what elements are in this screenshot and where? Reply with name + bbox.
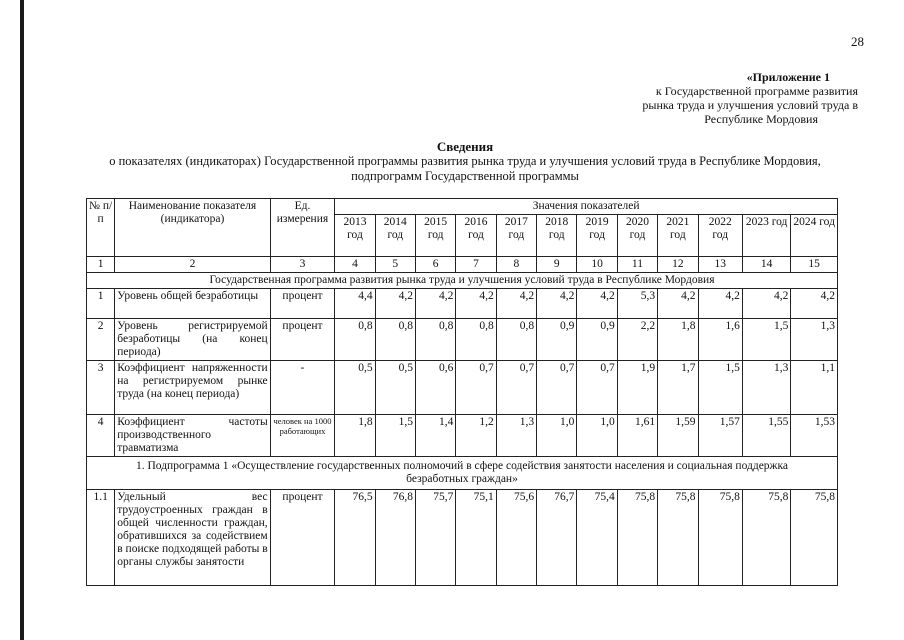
row-value: 0,9 bbox=[537, 319, 577, 361]
row-value: 0,8 bbox=[456, 319, 496, 361]
header-year: 2019 год bbox=[577, 215, 617, 257]
heading-subtitle: о показателях (индикаторах) Государственной программы развития рынка труда и улучшения условий труда в Республике Мордовия, bbox=[109, 154, 821, 168]
row-value: 4,2 bbox=[415, 289, 455, 319]
section-row-program bbox=[87, 273, 838, 289]
row-indicator-name: Коэффициент напряженности на регистрируемом рынке труда (на конец периода) bbox=[115, 361, 270, 415]
appendix-line: к Государственной программе развития bbox=[655, 84, 858, 98]
header-values: Значения показателей bbox=[335, 199, 838, 215]
row-unit: человек на 1000 работающих bbox=[270, 415, 335, 457]
header-year: 2021 год bbox=[658, 215, 698, 257]
row-value: 1,5 bbox=[375, 415, 415, 457]
section-row-subprogram bbox=[87, 457, 838, 490]
heading-subtitle: подпрограмм Государственной программы bbox=[351, 169, 579, 183]
table-row bbox=[87, 319, 838, 361]
row-value: 4,2 bbox=[742, 289, 790, 319]
row-value: 1,5 bbox=[698, 361, 742, 415]
column-index-cell: 9 bbox=[537, 257, 577, 273]
row-value: 1,3 bbox=[496, 415, 536, 457]
row-value: 1,3 bbox=[742, 361, 790, 415]
page-number: 28 bbox=[851, 34, 864, 49]
appendix-block bbox=[598, 70, 858, 126]
row-value: 1,2 bbox=[456, 415, 496, 457]
row-value: 4,2 bbox=[537, 289, 577, 319]
row-value: 1,8 bbox=[335, 415, 375, 457]
row-unit: процент bbox=[270, 490, 335, 586]
column-index-cell: 13 bbox=[698, 257, 742, 273]
row-value: 0,8 bbox=[496, 319, 536, 361]
row-value: 75,4 bbox=[577, 490, 617, 586]
heading-title: Сведения bbox=[436, 139, 494, 154]
column-index-row bbox=[87, 257, 838, 273]
column-index-cell: 14 bbox=[742, 257, 790, 273]
row-value: 1,4 bbox=[415, 415, 455, 457]
section-subprogram-title: 1. Подпрограмма 1 «Осуществление государственных полномочий в сфере содействия занятости населения и социальная поддержка безработных граждан» bbox=[87, 457, 838, 490]
header-year: 2014 год bbox=[375, 215, 415, 257]
row-value: 1,53 bbox=[791, 415, 838, 457]
column-index-cell: 15 bbox=[791, 257, 838, 273]
row-value: 75,1 bbox=[456, 490, 496, 586]
row-value: 2,2 bbox=[617, 319, 657, 361]
row-unit: процент bbox=[270, 289, 335, 319]
row-value: 1,5 bbox=[742, 319, 790, 361]
row-value: 4,2 bbox=[456, 289, 496, 319]
table-row bbox=[87, 289, 838, 319]
row-value: 1,59 bbox=[658, 415, 698, 457]
column-index-cell: 2 bbox=[115, 257, 270, 273]
scan-edge-bar bbox=[20, 0, 24, 640]
row-num: 2 bbox=[87, 319, 115, 361]
column-index-cell: 5 bbox=[375, 257, 415, 273]
row-num: 1 bbox=[87, 289, 115, 319]
row-value: 75,8 bbox=[742, 490, 790, 586]
header-year: 2013 год bbox=[335, 215, 375, 257]
column-index-cell: 7 bbox=[456, 257, 496, 273]
column-index-cell: 10 bbox=[577, 257, 617, 273]
row-value: 4,4 bbox=[335, 289, 375, 319]
row-indicator-name: Уровень общей безработицы bbox=[115, 289, 270, 319]
row-num: 1.1 bbox=[87, 490, 115, 586]
row-value: 5,3 bbox=[617, 289, 657, 319]
row-value: 1,1 bbox=[791, 361, 838, 415]
row-value: 75,8 bbox=[617, 490, 657, 586]
row-value: 1,55 bbox=[742, 415, 790, 457]
row-value: 4,2 bbox=[791, 289, 838, 319]
row-value: 1,8 bbox=[658, 319, 698, 361]
row-value: 75,8 bbox=[658, 490, 698, 586]
header-year: 2022 год bbox=[698, 215, 742, 257]
header-year: 2015 год bbox=[415, 215, 455, 257]
row-num: 3 bbox=[87, 361, 115, 415]
row-value: 75,6 bbox=[496, 490, 536, 586]
row-value: 0,9 bbox=[577, 319, 617, 361]
row-value: 4,2 bbox=[658, 289, 698, 319]
row-value: 1,3 bbox=[791, 319, 838, 361]
indicators-table bbox=[86, 198, 838, 586]
row-value: 76,5 bbox=[335, 490, 375, 586]
column-index-cell: 4 bbox=[335, 257, 375, 273]
row-value: 0,7 bbox=[537, 361, 577, 415]
table-body bbox=[87, 257, 838, 586]
header-year: 2016 год bbox=[456, 215, 496, 257]
header-year: 2017 год bbox=[496, 215, 536, 257]
row-value: 76,7 bbox=[537, 490, 577, 586]
column-index-cell: 1 bbox=[87, 257, 115, 273]
row-value: 75,7 bbox=[415, 490, 455, 586]
row-value: 0,7 bbox=[496, 361, 536, 415]
header-unit: Ед. измерения bbox=[270, 199, 335, 257]
header-year: 2020 год bbox=[617, 215, 657, 257]
column-index-cell: 11 bbox=[617, 257, 657, 273]
row-value: 0,6 bbox=[415, 361, 455, 415]
row-value: 0,7 bbox=[456, 361, 496, 415]
row-num: 4 bbox=[87, 415, 115, 457]
table-row bbox=[87, 361, 838, 415]
row-unit: процент bbox=[270, 319, 335, 361]
row-value: 75,8 bbox=[791, 490, 838, 586]
row-value: 1,6 bbox=[698, 319, 742, 361]
row-value: 0,8 bbox=[375, 319, 415, 361]
appendix-line: Республике Мордовия bbox=[704, 112, 818, 126]
appendix-line: рынка труда и улучшения условий труда в bbox=[642, 98, 858, 112]
row-value: 76,8 bbox=[375, 490, 415, 586]
row-indicator-name: Уровень регистрируемой безработицы (на конец периода) bbox=[115, 319, 270, 361]
section-program-title: Государственная программа развития рынка труда и улучшения условий труда в Республике Мордовия bbox=[87, 273, 838, 289]
row-indicator-name: Коэффициент частоты производственного травматизма bbox=[115, 415, 270, 457]
row-value: 4,2 bbox=[375, 289, 415, 319]
row-value: 1,57 bbox=[698, 415, 742, 457]
header-year: 2023 год bbox=[742, 215, 790, 257]
row-value: 1,9 bbox=[617, 361, 657, 415]
header-year: 2018 год bbox=[537, 215, 577, 257]
column-index-cell: 8 bbox=[496, 257, 536, 273]
row-value: 4,2 bbox=[496, 289, 536, 319]
header-num: № п/п bbox=[87, 199, 115, 257]
table-row bbox=[87, 490, 838, 586]
header-name: Наименование показателя (индикатора) bbox=[115, 199, 270, 257]
row-value: 4,2 bbox=[698, 289, 742, 319]
table-row bbox=[87, 415, 838, 457]
row-value: 1,7 bbox=[658, 361, 698, 415]
row-unit: - bbox=[270, 361, 335, 415]
column-index-cell: 6 bbox=[415, 257, 455, 273]
row-indicator-name: Удельный вес трудоустроенных граждан в общей численности граждан, обратившихся за содействием в поиске подходящей работы в органы службы занятости bbox=[115, 490, 270, 586]
row-value: 0,8 bbox=[335, 319, 375, 361]
document-heading bbox=[80, 139, 850, 184]
row-value: 1,0 bbox=[537, 415, 577, 457]
row-value: 0,5 bbox=[335, 361, 375, 415]
column-index-cell: 3 bbox=[270, 257, 335, 273]
column-index-cell: 12 bbox=[658, 257, 698, 273]
row-value: 0,7 bbox=[577, 361, 617, 415]
header-year: 2024 год bbox=[791, 215, 838, 257]
row-value: 75,8 bbox=[698, 490, 742, 586]
appendix-title: «Приложение 1 bbox=[746, 70, 830, 84]
row-value: 0,5 bbox=[375, 361, 415, 415]
row-value: 4,2 bbox=[577, 289, 617, 319]
row-value: 1,61 bbox=[617, 415, 657, 457]
row-value: 0,8 bbox=[415, 319, 455, 361]
row-value: 1,0 bbox=[577, 415, 617, 457]
